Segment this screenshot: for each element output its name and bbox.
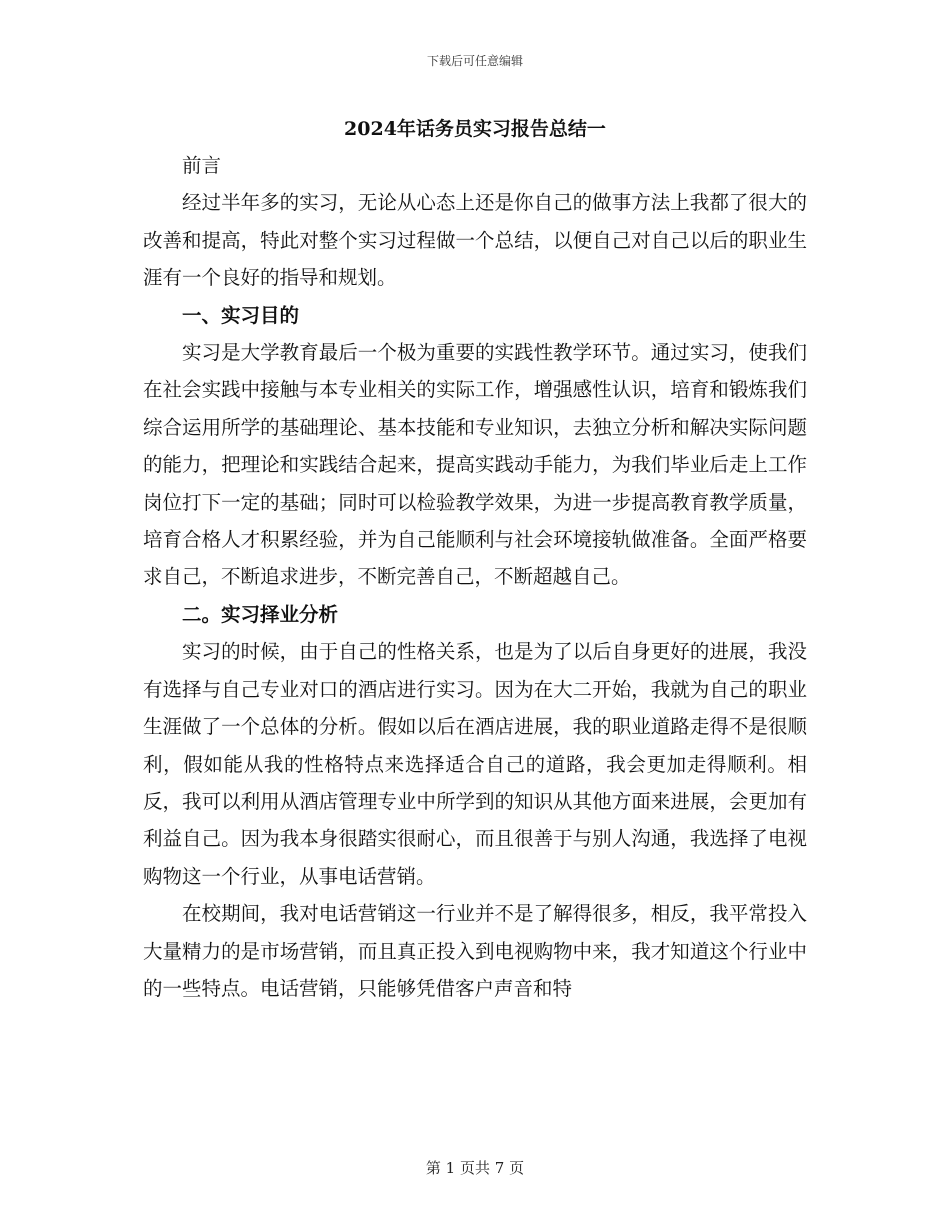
section-2-paragraph-2: 在校期间，我对电话营销这一行业并不是了解得很多，相反，我平常投入大量精力的是市场营销，而且真正投入到电视购物中来，我才知道这个行业中的一些特点。电话营销，只能够凭借客户声音和特: [143, 902, 807, 1000]
preface-label: 前言: [182, 154, 222, 177]
preface-paragraph: 经过半年多的实习，无论从心态上还是你自己的做事方法上我都了很大的改善和提高，特此对整个实习过程做一个总结，以便自己对自己以后的职业生涯有一个良好的指导和规划。: [143, 191, 807, 290]
section-1-heading: 一、实习目的: [182, 303, 300, 327]
section-2-paragraph-1: 实习的时候，由于自己的性格关系，也是为了以后自身更好的进展，我没有选择与自己专业对口的酒店进行实习。因为在大二开始，我就为自己的职业生涯做了一个总体的分析。假如以后在酒店进展，我的职业道路走得不是很顺利，假如能从我的性格特点来选择适合自己的道路，我会更加走得顺利。相反，我可以利用从酒店管理专业中所学到的知识从其他方面来进展，会更加有利益自己。因为我本身很踏实很耐心，而且很善于与别人沟通，我选择了电视购物这一个行业，从事电话营销。: [143, 640, 807, 888]
page-footer-number: 第 1 页共 7 页: [425, 1159, 525, 1177]
document-body: [143, 147, 807, 1007]
page-header-note: 下载后可任意编辑: [426, 54, 523, 68]
section-1-paragraph: 实习是大学教育最后一个极为重要的实践性教学环节。通过实习，使我们在社会实践中接触与本专业相关的实际工作，增强感性认识，培育和锻炼我们综合运用所学的基础理论、基本技能和专业知识，去独立分析和解决实际问题的能力，把理论和实践结合起来，提高实践动手能力，为我们毕业后走上工作岗位打下一定的基础；同时可以检验教学效果，为进一步提高教育教学质量，培育合格人才积累经验，并为自己能顺利与社会环境接轨做准备。全面严格要求自己，不断追求进步，不断完善自己，不断超越自己。: [143, 341, 807, 589]
document-title: 2024年话务员实习报告总结一: [344, 118, 606, 140]
section-2-heading: 二。实习择业分析: [182, 602, 339, 626]
